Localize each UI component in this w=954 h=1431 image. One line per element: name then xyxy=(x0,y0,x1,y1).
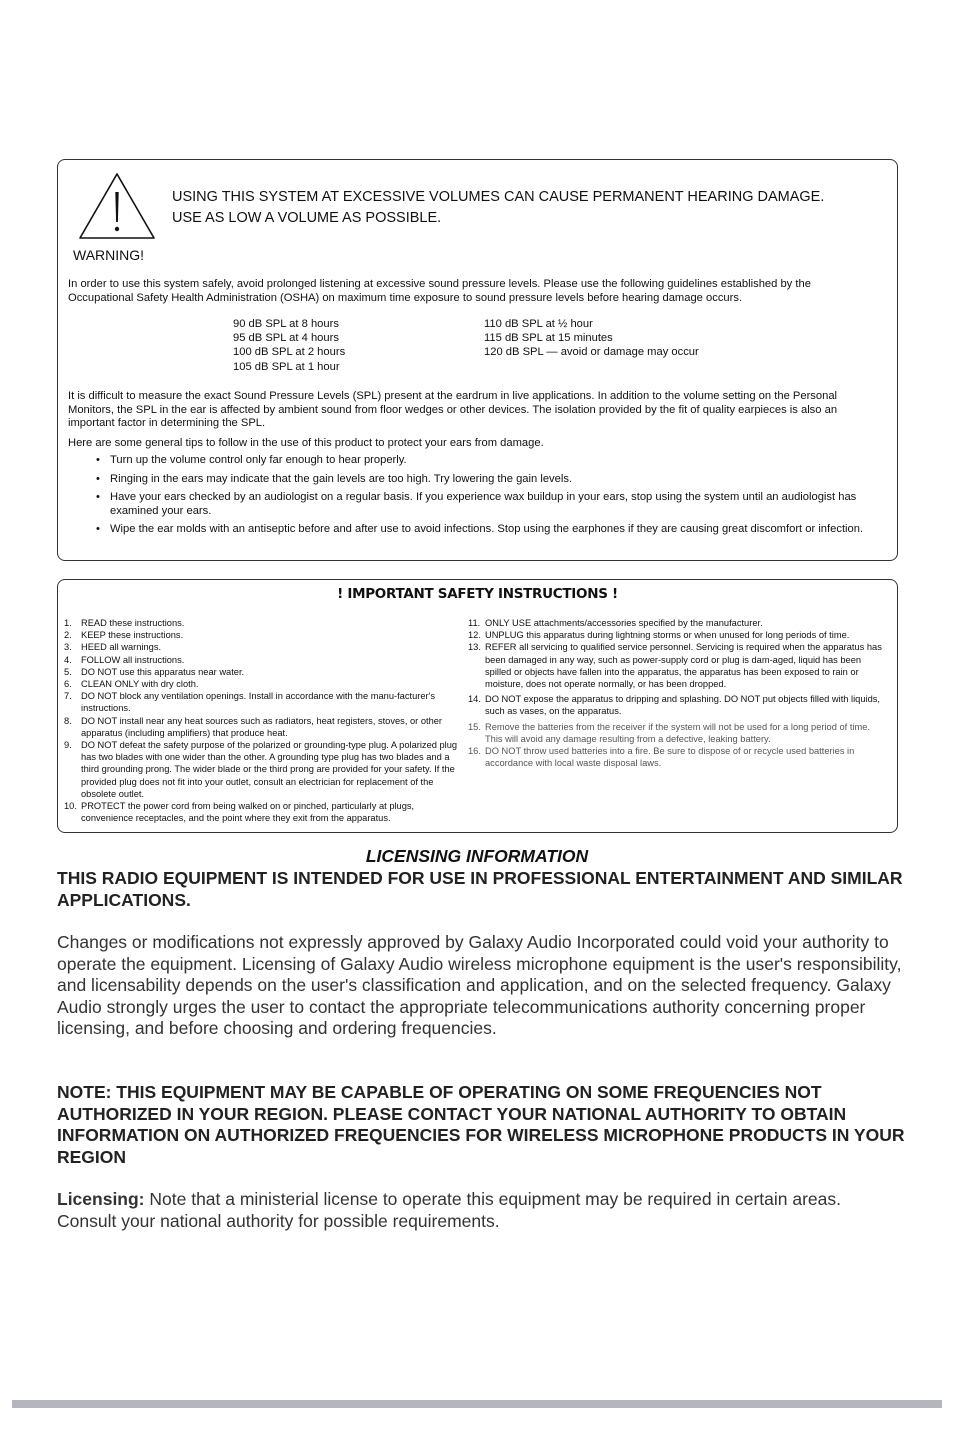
item-number: 3. xyxy=(64,642,72,653)
item-number: 16. xyxy=(468,746,481,757)
list-item xyxy=(468,617,882,629)
item-text: DO NOT expose the apparatus to dripping and splashing. DO NOT put objects filled with liquids, such as vases, on the apparatus. xyxy=(485,694,880,717)
list-item: • Ringing in the ears may indicate that the gain levels are too high. Try lowering the gain levels. xyxy=(96,473,875,487)
item-text: Remove the batteries from the receiver if the system will not be used for a long period of time. This will avoid any damage resulting from a defective, leaking battery. xyxy=(485,721,870,744)
item-text: UNPLUG this apparatus during lightning storms or when unused for long periods of time. xyxy=(485,630,850,641)
list-item xyxy=(468,641,882,690)
safety-instructions-box xyxy=(57,579,898,833)
item-text: DO NOT use this apparatus near water. xyxy=(81,666,245,677)
warning-headline xyxy=(172,187,824,229)
spl-item: 115 dB SPL at 15 minutes xyxy=(484,332,613,345)
list-item xyxy=(64,654,460,666)
spl-item: 110 dB SPL at ½ hour xyxy=(484,318,593,330)
item-number: 15. xyxy=(468,721,481,732)
warning-triangle-icon xyxy=(78,172,156,240)
item-number: 7. xyxy=(64,691,72,702)
list-item: • Turn up the volume control only far enough to hear properly. xyxy=(96,454,875,468)
tips-intro: Here are some general tips to follow in the use of this product to protect your ears from damage. xyxy=(68,437,544,449)
item-number: 9. xyxy=(64,740,72,751)
list-item xyxy=(64,690,460,714)
item-text: REFER all servicing to qualified service personnel. Servicing is required when the apparatus has been damaged in any way, such as power-supply cord or plug is dam-aged, liquid has been spilled or objects have fallen into the apparatus, the apparatus has been exposed to rain or moisture, does not operate normally, or has been dropped. xyxy=(485,642,882,690)
item-number: 14. xyxy=(468,694,481,705)
item-number: 13. xyxy=(468,642,481,653)
safety-title: ! IMPORTANT SAFETY INSTRUCTIONS ! xyxy=(337,586,618,602)
warning-label: WARNING! xyxy=(73,247,145,263)
item-text: DO NOT install near any heat sources such as radiators, heat registers, stoves, or other apparatus (including amplifiers) that produce heat. xyxy=(81,715,443,738)
item-number: 5. xyxy=(64,666,72,677)
item-text: DO NOT throw used batteries into a fire. Be sure to dispose of or recycle used batteries in accordance with local waste disposal laws. xyxy=(485,746,855,769)
item-number: 4. xyxy=(64,654,72,665)
osha-intro-paragraph: In order to use this system safely, avoid prolonged listening at excessive sound pressure levels. Please use the following guidelines established by the Occupational Safety Health Administration (OSHA) on maximum time exposure to sound pressure levels before hearing damage occurs. xyxy=(68,278,811,304)
warning-headline-line-2: USE AS LOW A VOLUME AS POSSIBLE. xyxy=(172,210,442,226)
item-text: DO NOT block any ventilation openings. Install in accordance with the manu-facturer's instructions. xyxy=(81,691,436,714)
item-number: 1. xyxy=(64,618,72,628)
spl-list-left xyxy=(233,317,345,374)
item-text: KEEP these instructions. xyxy=(81,630,184,641)
list-item xyxy=(64,678,460,690)
list-item xyxy=(468,629,882,641)
intended-use-statement: THIS RADIO EQUIPMENT IS INTENDED FOR USE IN PROFESSIONAL ENTERTAINMENT AND SIMILAR APPLICATIONS. xyxy=(57,868,903,910)
safety-list-left xyxy=(64,617,460,824)
item-number: 11. xyxy=(468,618,481,628)
list-item xyxy=(64,800,460,824)
item-number: 12. xyxy=(468,630,481,641)
spl-list-right xyxy=(484,317,699,360)
item-number: 10. xyxy=(64,801,77,812)
list-item: • Wipe the ear molds with an antiseptic before and after use to avoid infections. Stop using the earphones if they are causing great discomfort or infection. xyxy=(96,523,875,537)
item-text: PROTECT the power cord from being walked on or pinched, particularly at plugs, convenience receptacles, and the point where they exit from the apparatus. xyxy=(81,801,415,824)
item-number: 2. xyxy=(64,630,72,641)
frequency-note: NOTE: THIS EQUIPMENT MAY BE CAPABLE OF OPERATING ON SOME FREQUENCIES NOT AUTHORIZED IN YOUR REGION. PLEASE CONTACT YOUR NATIONAL AUTHORITY TO OBTAIN INFORMATION ON AUTHORIZED FREQUENCIES FOR WIRELESS MICROPHONE PRODUCTS IN YOUR REGION xyxy=(57,1082,905,1167)
licensing-text: Note that a ministerial license to operate this equipment may be required in certain areas. Consult your national authority for possible requirements. xyxy=(57,1189,841,1231)
item-text: READ these instructions. xyxy=(81,618,185,628)
list-item xyxy=(64,641,460,653)
hearing-warning-box xyxy=(57,159,898,561)
safety-list-right xyxy=(468,617,882,769)
warning-headline-line-1: USING THIS SYSTEM AT EXCESSIVE VOLUMES CAN CAUSE PERMANENT HEARING DAMAGE. xyxy=(172,189,825,205)
item-text: CLEAN ONLY with dry cloth. xyxy=(81,679,199,690)
list-item xyxy=(468,693,882,717)
list-item xyxy=(64,739,460,800)
tips-list xyxy=(96,454,875,542)
spl-item: 100 dB SPL at 2 hours xyxy=(233,346,346,359)
spl-item: 95 dB SPL at 4 hours xyxy=(233,332,339,345)
item-text: HEED all warnings. xyxy=(81,642,162,653)
spl-item: 105 dB SPL at 1 hour xyxy=(233,360,340,373)
item-number: 8. xyxy=(64,715,72,726)
licensing-title: LICENSING INFORMATION xyxy=(365,846,589,866)
list-item: • Have your ears checked by an audiologist on a regular basis. If you experience wax buildup in your ears, stop using the system until an audiologist has examined your ears. xyxy=(96,491,875,518)
item-text: DO NOT defeat the safety purpose of the polarized or grounding-type plug. A polarized plug has two blades with one wider than the other. A grounding type plug has two blades and a third grounding prong. The wider blade or the third prong are provided for your safety. If the provided plug does not fit into your outlet, consult an electrician for replacement of the obsolete outlet. xyxy=(81,740,458,799)
list-item xyxy=(468,721,882,745)
item-number: 6. xyxy=(64,679,72,690)
list-item xyxy=(468,745,882,769)
licensing-paragraph xyxy=(57,1189,905,1232)
footer-bar xyxy=(12,1400,942,1408)
licensing-label: Licensing: xyxy=(57,1189,145,1209)
spl-item: 120 dB SPL — avoid or damage may occur xyxy=(484,346,699,359)
modifications-paragraph: Changes or modifications not expressly approved by Galaxy Audio Incorporated could void your authority to operate the equipment. Licensing of Galaxy Audio wireless microphone equipment is the user's responsibility, and licensability depends on the user's classification and application, and on the selected frequency. Galaxy Audio strongly urges the user to contact the appropriate telecommunications authority concerning proper licensing, and before choosing and ordering frequencies. xyxy=(57,932,902,1039)
item-text: ONLY USE attachments/accessories specified by the manufacturer. xyxy=(485,618,763,628)
list-item xyxy=(64,666,460,678)
list-item xyxy=(64,617,460,629)
list-item xyxy=(64,629,460,641)
spl-item: 90 dB SPL at 8 hours xyxy=(233,318,339,330)
list-item xyxy=(64,715,460,739)
spl-measurement-paragraph: It is difficult to measure the exact Sound Pressure Levels (SPL) present at the eardrum in live applications. In addition to the volume setting on the Personal Monitors, the SPL in the ear is affected by ambient sound from floor wedges or other devices. The isolation provided by the fit of quality earpieces is also an important factor in determining the SPL. xyxy=(68,390,838,430)
item-text: FOLLOW all instructions. xyxy=(81,654,185,665)
